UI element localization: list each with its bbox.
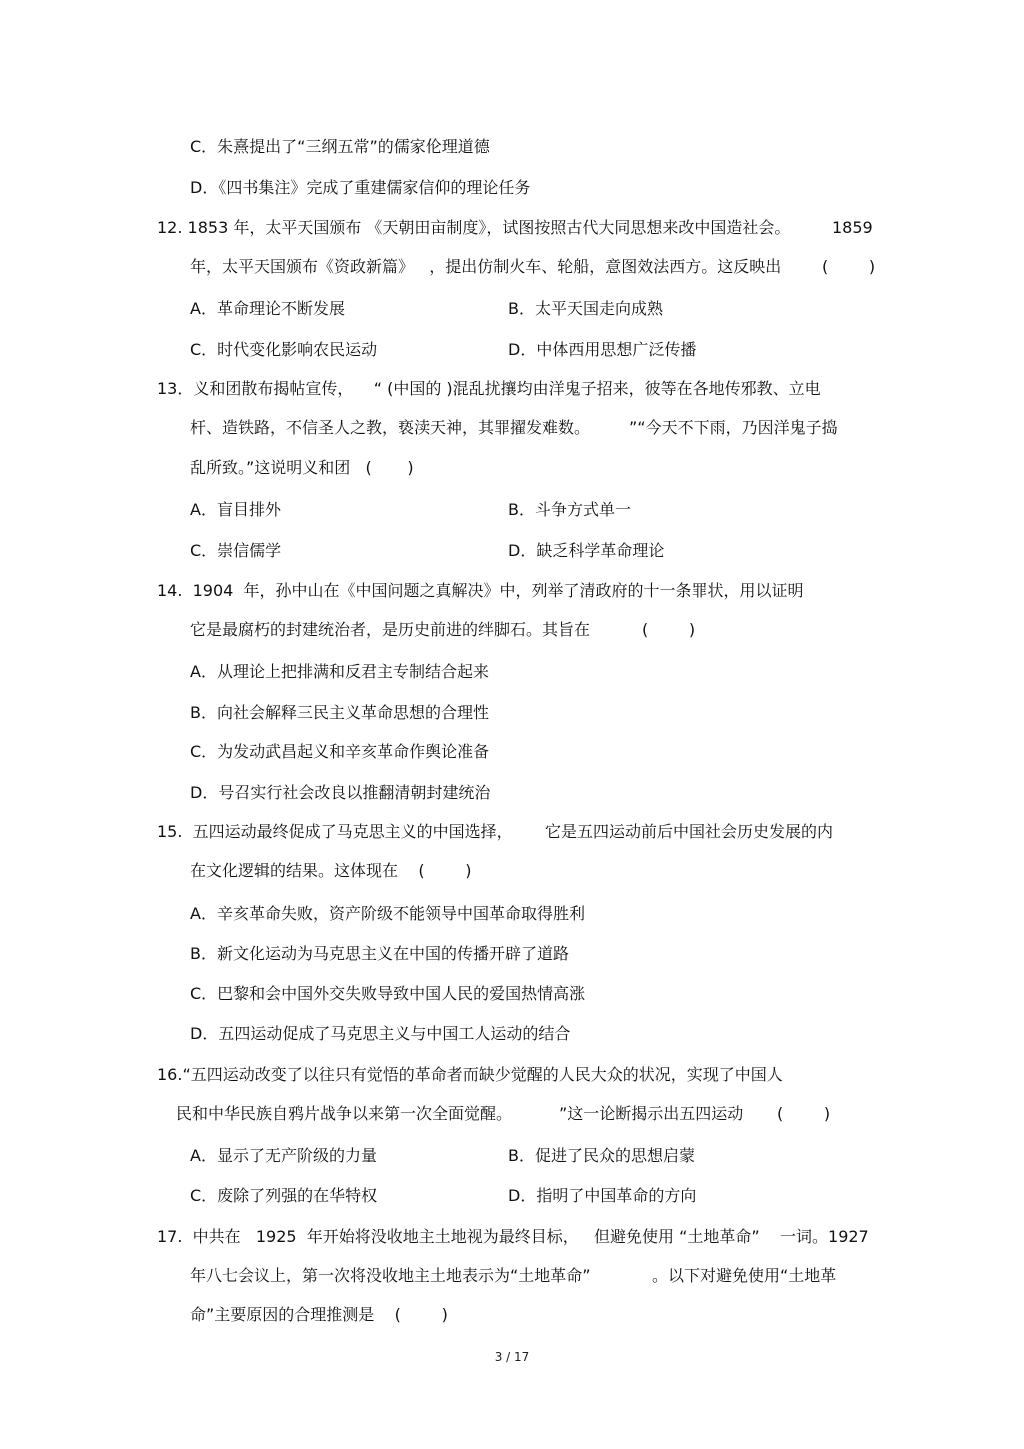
question-13-line3: 乱所致。”这说明义和团 ( ) (190, 458, 414, 477)
question-16-option-a: A．显示了无产阶级的力量 (190, 1146, 377, 1165)
question-14-option-a: A．从理论上把排满和反君主专制结合起来 (190, 662, 489, 681)
question-14-answer-paren: ( ) (642, 620, 696, 639)
question-16-option-d: D．指明了中国革命的方向 (508, 1186, 697, 1205)
question-12-line1: 12. 1853 年，太平天国颁布 《天朝田亩制度》，试图按照古代大同思想来改中国造社会。 (157, 218, 791, 237)
question-15-option-d: D．五四运动促成了马克思主义与中国工人运动的结合 (190, 1024, 571, 1043)
question-17-line3: 命”主要原因的合理推测是 ( ) (190, 1305, 448, 1324)
option-d-prev: D．《四书集注》完成了重建儒家信仰的理论任务 (190, 178, 531, 197)
question-16-line2-cont: ”这一论断揭示出五四运动 (559, 1104, 744, 1123)
question-14-option-c: C．为发动武昌起义和辛亥革命作舆论准备 (190, 742, 490, 761)
option-c-prev: C．朱熹提出了“三纲五常”的儒家伦理道德 (190, 137, 490, 156)
question-13-option-a: A．盲目排外 (190, 500, 281, 519)
question-14-option-b: B．向社会解释三民主义革命思想的合理性 (190, 703, 489, 722)
question-17-line2: 年八七会议上，第一次将没收地主土地表示为“土地革命” (190, 1266, 591, 1285)
question-15-line1-cont: 它是五四运动前后中国社会历史发展的内 (545, 822, 834, 841)
question-16-answer-paren: ( ) (777, 1104, 831, 1123)
question-16-line2: 民和中华民族自鸦片战争以来第一次全面觉醒。 (176, 1104, 513, 1123)
question-15-line2: 在文化逻辑的结果。这体现在 ( ) (190, 861, 472, 880)
question-12-option-c: C．时代变化影响农民运动 (190, 340, 378, 359)
question-17-line1: 17. 中共在 1925 年开始将没收地主土地视为最终目标， (157, 1227, 579, 1246)
page-number: 3 / 17 (494, 1350, 530, 1364)
question-15-line1: 15. 五四运动最终促成了马克思主义的中国选择， (157, 822, 513, 841)
question-13-option-b: B．斗争方式单一 (508, 500, 631, 519)
question-17-line1-cont: 但避免使用 “土地革命” 一词。1927 (594, 1227, 869, 1246)
question-13-option-d: D．缺乏科学革命理论 (508, 541, 665, 560)
question-15-option-c: C．巴黎和会中国外交失败导致中国人民的爱国热情高涨 (190, 984, 586, 1003)
question-12-answer-paren: ( ) (822, 257, 876, 276)
question-13-line1: 13．义和团散布揭帖宣传， “ (中国的 )混乱扰攘均由洋鬼子招来，彼等在各地传邪教、立电 (157, 379, 821, 398)
question-15-option-b: B．新文化运动为马克思主义在中国的传播开辟了道路 (190, 944, 569, 963)
question-15-option-a: A．辛亥革命失败，资产阶级不能领导中国革命取得胜利 (190, 904, 585, 923)
question-16-option-b: B．促进了民众的思想启蒙 (508, 1146, 695, 1165)
question-13-line2-quote: ”“今天不下雨，乃因洋鬼子捣 (629, 418, 838, 437)
question-12-year: 1859 (832, 218, 873, 237)
question-12-option-d: D．中体西用思想广泛传播 (508, 340, 697, 359)
question-16-option-c: C．废除了列强的在华特权 (190, 1186, 378, 1205)
question-13-option-c: C．崇信儒学 (190, 541, 282, 560)
question-14-line1: 14. 1904 年，孙中山在《中国问题之真解决》中，列举了清政府的十一条罪状，用以证明 (157, 581, 804, 600)
question-14-line2: 它是最腐朽的封建统治者，是历史前进的绊脚石。其旨在 (190, 620, 591, 639)
question-12-option-b: B．太平天国走向成熟 (508, 299, 663, 318)
question-13-line2: 杆、造铁路，不信圣人之教，亵渎天神，其罪擢发难数。 (190, 418, 591, 437)
question-12-line2: 年，太平天国颁布《资政新篇》 ，提出仿制火车、轮船，意图效法西方。这反映出 (190, 257, 782, 276)
question-12-option-a: A．革命理论不断发展 (190, 299, 345, 318)
question-16-line1: 16.“五四运动改变了以往只有觉悟的革命者而缺少觉醒的人民大众的状况，实现了中国人 (157, 1065, 783, 1084)
question-14-option-d: D．号召实行社会改良以推翻清朝封建统治 (190, 783, 491, 802)
question-17-line2-cont: 。以下对避免使用“土地革 (652, 1266, 837, 1285)
